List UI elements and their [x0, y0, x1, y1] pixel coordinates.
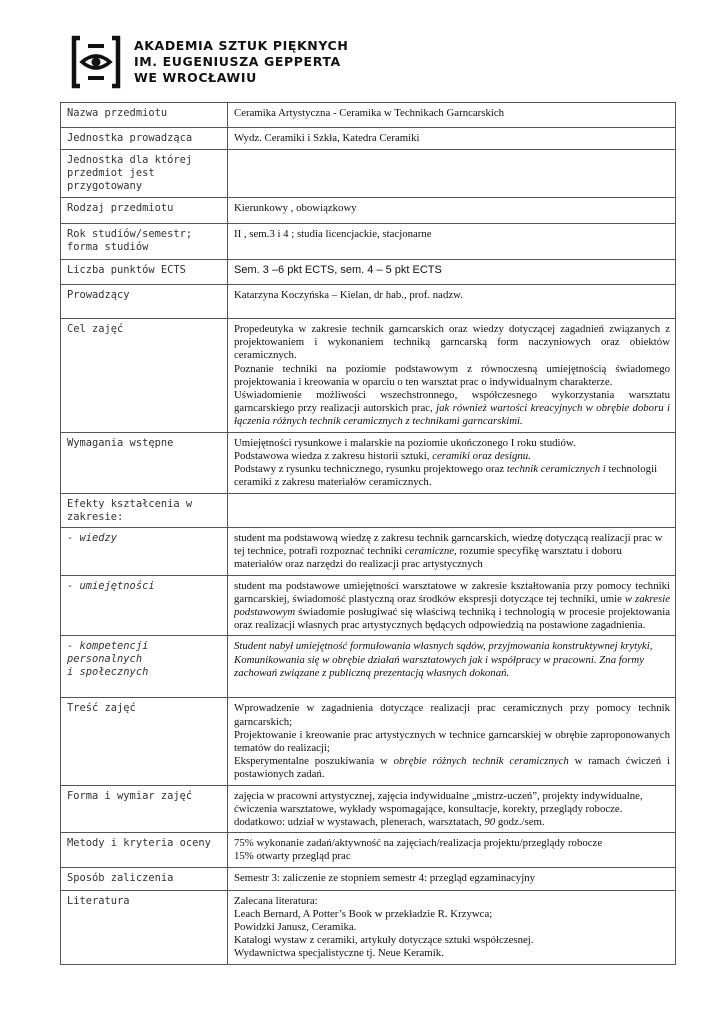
- wiedzy-text-a: student ma podstawową wiedzę z zakresu technik garncarskich, wiedzę dotyczącą realizacji prac w tej technice, potrafi rozpoznać techniki: [234, 531, 663, 557]
- label-rok-line-1: Rok studiów/semestr;: [67, 228, 193, 240]
- row-wiedzy: [61, 527, 676, 575]
- academy-logo: [68, 34, 368, 90]
- value-cel: [228, 319, 676, 433]
- value-sposob: Semestr 3: zaliczenie ze stopniem semestr 4: przegląd egzaminacyjny: [228, 867, 676, 890]
- tresc-paragraph-2: Projektowanie i kreowanie prac artystycznych w technice garncarskiej w obrębie zaproponowanych tematów do realizacji;: [234, 728, 670, 755]
- cel-paragraph-3-b: jak również wartości kreacyjnych w obrębie doboru i łączenia różnych technik ceramicznych z technikami garncarskimi.: [234, 402, 670, 428]
- literatura-line-2: Leach Bernard, A Potter’s Book w przekładzie R. Krzywca;: [234, 907, 493, 920]
- tresc-paragraph-3-a: Eksperymentalne poszukiwania w: [234, 755, 394, 768]
- wymagania-line-3-c: technologii ceramiki z zakresu materiałów ceramicznych.: [234, 463, 658, 489]
- cel-paragraph-2: Poznanie techniki na poziomie podstawowym z równoczesną umiejętnością świadomego projektowania i kreowania w oparciu o ten warsztat prac o indywidualnym charakterze.: [234, 362, 670, 388]
- row-metody: [61, 833, 676, 867]
- label-jednostka: Jednostka prowadząca: [61, 128, 228, 150]
- forma-text-a: zajęcia w pracowni artystycznej, zajęcia indywidualne „mistrz-uczeń”, projekty indywidualne, ćwiczenia warsztatowe, wykłady wspomagające, konsultacje, korekty, przeglądy robocze. dodatkowo: udział w wystawach, plenerach, warsztatach,: [234, 789, 643, 829]
- label-ects: Liczba punktów ECTS: [61, 260, 228, 285]
- label-jednostka-dla-line-3: przygotowany: [67, 180, 143, 192]
- value-jednostka: Wydz. Ceramiki i Szkła, Katedra Ceramiki: [228, 128, 676, 150]
- row-wymagania: [61, 432, 676, 493]
- value-rodzaj: Kierunkowy , obowiązkowy: [228, 198, 676, 224]
- label-forma: Forma i wymiar zajęć: [61, 785, 228, 833]
- row-efekty: [61, 493, 676, 527]
- row-prowadzacy: [61, 285, 676, 319]
- value-tresc: [228, 698, 676, 785]
- label-jednostka-dla-line-1: Jednostka dla której: [67, 154, 193, 166]
- label-jednostka-dla: [61, 150, 228, 198]
- wymagania-line-1: Umiejętności rysunkowe i malarskie na poziomie ukończonego I roku studiów.: [234, 436, 576, 449]
- literatura-line-3: Powidzki Janusz, Ceramika.: [234, 921, 357, 934]
- institution-line-2: IM. EUGENIUSZA GEPPERTA: [134, 54, 341, 69]
- row-jednostka-dla: [61, 150, 676, 198]
- wymagania-line-3: [234, 463, 670, 489]
- row-rodzaj: [61, 198, 676, 224]
- value-wiedzy: [228, 527, 676, 575]
- tresc-paragraph-1: Wprowadzenie w zagadnienia dotyczące realizacji prac ceramicznych przy pomocy technik garncarskich;: [234, 702, 670, 728]
- umiejetnosci-text-b: w zakresie podstawowym: [234, 592, 670, 619]
- label-prowadzacy: Prowadzący: [61, 285, 228, 319]
- institution-name: [134, 38, 348, 86]
- row-jednostka: [61, 128, 676, 150]
- tresc-paragraph-3: [234, 755, 670, 781]
- value-jednostka-dla: [228, 150, 676, 198]
- row-literatura: [61, 890, 676, 964]
- label-tresc: Treść zajęć: [61, 698, 228, 785]
- value-efekty: [228, 493, 676, 527]
- tresc-paragraph-3-b: obrębie różnych technik ceramicznych: [393, 755, 569, 768]
- tresc-paragraph-3-c: w ramach ćwiczeń i postawionych zadań.: [234, 755, 670, 781]
- row-tresc: [61, 698, 676, 785]
- institution-line-1: AKADEMIA SZTUK PIĘKNYCH: [134, 38, 349, 53]
- cel-paragraph-3-a: Uświadomienie możliwości wszechstronnego, współczesnego wykorzystania warsztatu garncarskiego przy realizacji autorskich prac,: [234, 389, 670, 415]
- wymagania-line-2-b: ceramiki oraz designu.: [432, 449, 531, 462]
- row-sposob: [61, 867, 676, 890]
- forma-text-b: 90: [484, 816, 496, 829]
- academy-emblem-icon: [68, 34, 124, 90]
- wiedzy-text-c: , rozumie specyfikę warsztatu i doboru materiałów oraz narzędzi do realizacji prac artystycznych: [234, 544, 622, 571]
- umiejetnosci-text-c: świadomie posługiwać się właściwą techniką i technologią w procesie projektowania oraz realizacji własnych prac artystycznych będących odpowiedzią na postawione zagadnienia.: [234, 606, 670, 632]
- metody-line-1: 75% wykonanie zadań/aktywność na zajęciach/realizacja projektu/przeglądy robocze: [234, 837, 603, 850]
- value-prowadzacy: Katarzyna Koczyńska – Kielan, dr hab., prof. nadzw.: [228, 285, 676, 319]
- institution-line-3: WE WROCŁAWIU: [134, 70, 257, 85]
- value-metody: [228, 833, 676, 867]
- label-efekty-line-2: zakresie:: [67, 510, 124, 523]
- cel-paragraph-3: [234, 389, 670, 429]
- value-ects: Sem. 3 –6 pkt ECTS, sem. 4 – 5 pkt ECTS: [228, 260, 676, 285]
- row-umiejetnosci: [61, 575, 676, 636]
- label-kompetencje: [61, 636, 228, 698]
- label-umiejetnosci: - umiejętności: [61, 575, 228, 636]
- row-kompetencje: [61, 636, 676, 698]
- value-forma: [228, 785, 676, 833]
- label-metody: Metody i kryteria oceny: [61, 833, 228, 867]
- wymagania-line-3-b: technik ceramicznych i: [506, 463, 606, 476]
- label-wiedzy: - wiedzy: [61, 527, 228, 575]
- label-jednostka-dla-line-2: przedmiot jest: [67, 167, 155, 179]
- forma-text-c: godz./sem.: [495, 816, 545, 829]
- label-rodzaj: Rodzaj przedmiotu: [61, 198, 228, 224]
- label-kompetencje-line-3: i społecznych: [67, 666, 149, 679]
- value-rok: II , sem.3 i 4 ; studia licencjackie, stacjonarne: [228, 224, 676, 260]
- row-ects: [61, 260, 676, 285]
- course-card-table: [60, 102, 676, 965]
- literatura-line-1: Zalecana literatura:: [234, 894, 318, 907]
- literatura-line-4: Katalogi wystaw z ceramiki, artykuły dotyczące sztuki współczesnej.: [234, 934, 534, 947]
- label-sposob: Sposób zaliczenia: [61, 867, 228, 890]
- value-nazwa: Ceramika Artystyczna - Ceramika w Technikach Garncarskich: [228, 103, 676, 128]
- label-wymagania: Wymagania wstępne: [61, 432, 228, 493]
- label-cel: Cel zajęć: [61, 319, 228, 433]
- cel-paragraph-1: Propedeutyka w zakresie technik garncarskich oraz wiedzy dotyczącej zagadnień związanych z projektowaniem i wykonaniem techniką garncarską form naczyniowych oraz obiektów ceramicznych.: [234, 323, 670, 362]
- label-rok: [61, 224, 228, 260]
- wymagania-line-3-a: Podstawy z rysunku technicznego, rysunku projektowego oraz: [234, 463, 507, 476]
- label-efekty-line-1: Efekty kształcenia w: [67, 497, 193, 510]
- value-umiejetnosci: [228, 575, 676, 636]
- label-efekty: [61, 493, 228, 527]
- wiedzy-text-b: ceramiczne: [404, 544, 455, 557]
- label-kompetencje-line-2: personalnych: [67, 653, 143, 666]
- value-literatura: [228, 890, 676, 964]
- row-rok: [61, 224, 676, 260]
- value-wymagania: [228, 432, 676, 493]
- wymagania-line-2: [234, 450, 670, 463]
- metody-line-2: 15% otwarty przegląd prac: [234, 850, 351, 863]
- umiejetnosci-text-a: student ma podstawowe umiejętności warsztatowe w zakresie kształtowania przy pomocy techniki garncarskiej, świadomość plastyczną oraz środków ekspresji dotyczące tej techniki, umie: [234, 579, 670, 605]
- wymagania-line-2-a: Podstawowa wiedza z zakresu historii sztuki,: [234, 449, 433, 462]
- literatura-line-5: Wydawnictwa specjalistyczne tj. Neue Keramik.: [234, 947, 444, 960]
- row-nazwa: [61, 103, 676, 128]
- label-rok-line-2: forma studiów: [67, 241, 149, 253]
- row-forma: [61, 785, 676, 833]
- label-kompetencje-line-1: - kompetencji: [67, 640, 149, 653]
- value-kompetencje: Student nabył umiejętność formułowania własnych sądów, przyjmowania konstruktywnej krytyki, Komunikowania się w obrębie działań warsztatowych jak i współpracy w pracowni. Zna formy zachowań związane z publiczną prezentacją własnych dokonań.: [228, 636, 676, 698]
- row-cel: [61, 319, 676, 433]
- label-literatura: Literatura: [61, 890, 228, 964]
- label-nazwa: Nazwa przedmiotu: [61, 103, 228, 128]
